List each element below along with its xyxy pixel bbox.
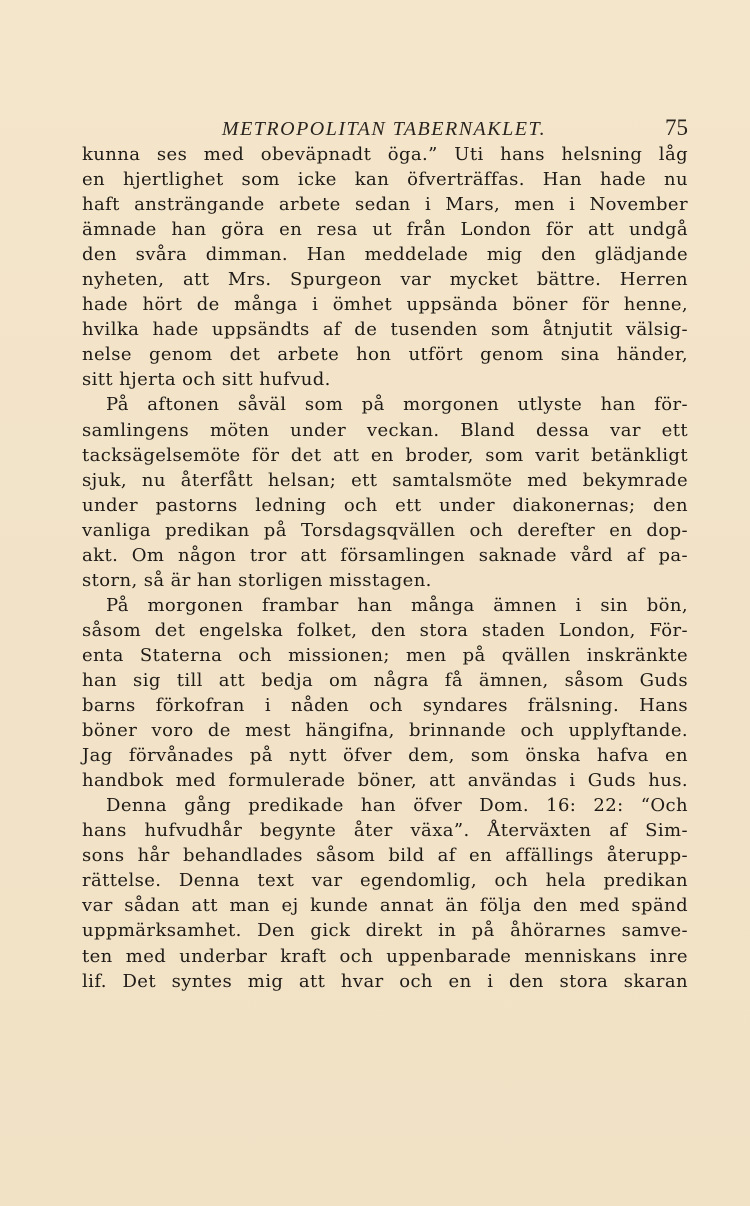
text-line: Jag förvånades på nytt öfver dem, som önska hafva en xyxy=(82,745,688,767)
text-line: haft ansträngande arbete sedan i Mars, men i November xyxy=(82,194,688,216)
text-line: vanliga predikan på Torsdagsqvällen och derefter en dop- xyxy=(82,519,688,541)
text-line: På aftonen såväl som på morgonen utlyste han för- xyxy=(106,394,688,416)
text-line: uppmärksamhet. Den gick direkt in på åhörarnes samve- xyxy=(82,920,688,942)
text-line: han sig till att bedja om några få ämnen, såsom Guds xyxy=(82,669,688,691)
text-line: en hjertlighet som icke kan öfverträffas. Han hade nu xyxy=(82,169,688,191)
text-line: nelse genom det arbete hon utfört genom sina händer, xyxy=(82,344,688,366)
text-line: tacksägelsemöte för det att en broder, som varit betänkligt xyxy=(82,444,688,466)
text-line: På morgonen frambar han många ämnen i sin bön, xyxy=(106,594,688,616)
text-line: lif. Det syntes mig att hvar och en i den stora skaran xyxy=(82,970,688,992)
text-line: akt. Om någon tror att församlingen saknade vård af pa- xyxy=(82,544,688,566)
text-line: hade hört de många i ömhet uppsända böner för henne, xyxy=(82,294,688,316)
text-line: handbok med formulerade böner, att användas i Guds hus. xyxy=(82,770,688,792)
text-line: ämnade han göra en resa ut från London för att undgå xyxy=(82,219,688,241)
page-number: 75 xyxy=(665,115,688,140)
text-line: böner voro de mest hängifna, brinnande och upplyftande. xyxy=(82,720,688,742)
text-line: Denna gång predikade han öfver Dom. 16: 22: “Och xyxy=(106,795,688,817)
text-line: enta Staterna och missionen; men på qvällen inskränkte xyxy=(82,644,688,666)
text-line: hvilka hade uppsändts af de tusenden som åtnjutit välsig- xyxy=(82,319,688,341)
text-line: sjuk, nu återfått helsan; ett samtalsmöte med bekymrade xyxy=(82,469,688,491)
text-line: sitt hjerta och sitt hufvud. xyxy=(82,369,331,391)
text-line: barns förkofran i nåden och syndares frälsning. Hans xyxy=(82,695,688,717)
text-line: under pastorns ledning och ett under diakonernas; den xyxy=(82,494,688,516)
text-line: storn, så är han storligen misstagen. xyxy=(82,569,432,591)
text-line: såsom det engelska folket, den stora staden London, För- xyxy=(82,619,688,641)
text-line: hans hufvudhår begynte åter växa”. Återväxten af Sim- xyxy=(82,820,688,842)
text-line: sons hår behandlades såsom bild af en affällings återupp- xyxy=(82,845,688,867)
text-line: var sådan att man ej kunde annat än följa den med spänd xyxy=(82,895,688,917)
body-text xyxy=(82,142,688,994)
text-line: samlingens möten under veckan. Bland dessa var ett xyxy=(82,419,688,441)
text-line: den svåra dimman. Han meddelade mig den glädjande xyxy=(82,244,688,266)
text-line: kunna ses med obeväpnadt öga.” Uti hans helsning låg xyxy=(82,144,688,165)
text-line: ten med underbar kraft och uppenbarade menniskans inre xyxy=(82,945,688,967)
text-line: nyheten, att Mrs. Spurgeon var mycket bättre. Herren xyxy=(82,269,688,291)
running-title: METROPOLITAN TABERNAKLET. xyxy=(221,118,547,140)
page-header xyxy=(80,112,688,142)
text-line: rättelse. Denna text var egendomlig, och hela predikan xyxy=(82,870,688,892)
